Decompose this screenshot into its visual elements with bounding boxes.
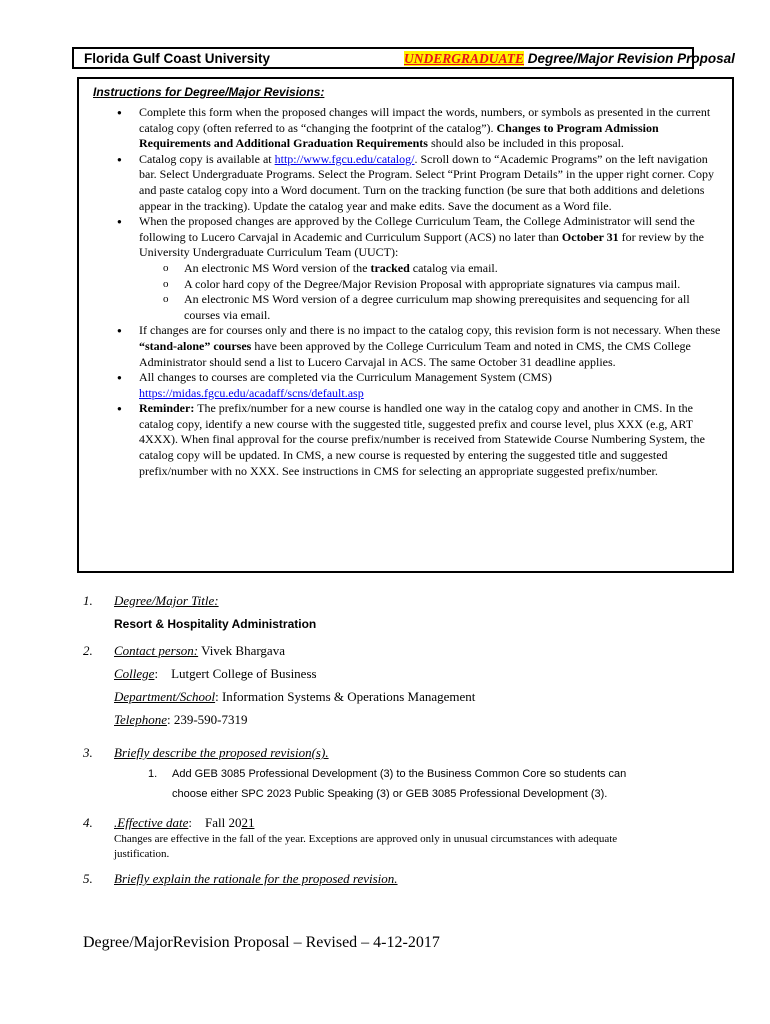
telephone-row: Telephone: 239-590-7319 xyxy=(114,712,248,727)
effective-note-line1: Changes are effective in the fall of the year. Exceptions are approved only in unusual circumstances with adequate xyxy=(114,833,618,845)
telephone-value: 239-590-7319 xyxy=(173,712,248,727)
q5-label: Briefly explain the rationale for the proposed revision. xyxy=(114,871,398,886)
q1-label: Degree/Major Title: xyxy=(114,593,219,608)
level-label: UNDERGRADUATE xyxy=(404,51,525,66)
q1-number: 1. xyxy=(83,593,93,608)
revision-item-number: 1. xyxy=(148,768,158,780)
instruction-item: ● If changes are for courses only and there is no impact to the catalog copy, this revision form is not necessary. When these “stand-alone” courses have been approved by the College Curriculum Team and noted in CMS, the CMS College Administrator should send a list to Lucero Carvajal in ACS. The same October 31 deadline applies. xyxy=(101,323,721,370)
title-bar xyxy=(72,47,735,69)
instruction-item: ● Reminder: The prefix/number for a new course is handled one way in the catalog copy and another in CMS. In the catalog copy, identify a new course with the suggested title, suggested prefix and course level, plus XXX (e.g, ART 4XXX). When final approval for the course prefix/number is received from Statewide Course Numbering System, the catalog copy will be updated. In CMS, a new course is requested by entering the suggested title and suggested prefix/number with no XXX. See instructions in CMS for selecting an appropriate suggested prefix/number. xyxy=(101,401,721,479)
university-name: Florida Gulf Coast University xyxy=(84,51,271,66)
revision-item-line2: choose either SPC 2023 Public Speaking (3) or GEB 3085 Professional Development (3). xyxy=(172,788,608,800)
instructions-list xyxy=(101,105,721,479)
instruction-item: ● All changes to courses are completed via the Curriculum Management System (CMS) https://midas.fgcu.edu/acadaff/scns/default.asp xyxy=(101,370,721,401)
contact-value: Vivek Bhargava xyxy=(201,643,285,658)
instruction-item: ● Catalog copy is available at http://www.fgcu.edu/catalog/. Scroll down to “Academic Programs” on the left navigation bar. Select Undergraduate Programs. Select the Program. Select “Print Program Details” in the upper right corner. Copy and paste catalog copy into a Word document. Turn on the tracking function (be sure that both additions and deletions appear in the tracking). Update the catalog year and make edits. Save the document as a Word file. xyxy=(101,152,721,214)
q2-number: 2. xyxy=(83,643,93,658)
contact-row: Contact person: Vivek Bhargava xyxy=(114,643,285,658)
college-row: College: Lutgert College of Business xyxy=(114,666,317,681)
effective-date-row: .Effective date: Fall 2021 xyxy=(114,815,255,830)
revision-item-line1: Add GEB 3085 Professional Development (3) to the Business Common Core so students can xyxy=(172,768,627,780)
instructions-box xyxy=(77,77,734,573)
page-footer: Degree/MajorRevision Proposal – Revised – 4-12-2017 xyxy=(83,934,440,951)
degree-title-value: Resort & Hospitality Administration xyxy=(114,617,317,631)
q3-label: Briefly describe the proposed revision(s). xyxy=(114,745,329,760)
instruction-item: ● When the proposed changes are approved by the College Curriculum Team, the College Administrator will send the following to Lucero Carvajal in Academic and Curriculum Support (ACS) no later than October 31 for review by the University Undergraduate Curriculum Team (UUCT): o An electronic MS Word version of the tracked catalog via email. o A color hard copy of the Degree/Major Revision Proposal with appropriate signatures via campus mail. o An electronic MS Word version of a degree curriculum map showing prerequisites and sequencing for all courses via email. xyxy=(101,214,721,323)
instructions-heading: Instructions for Degree/Major Revisions: xyxy=(93,85,325,99)
cms-link[interactable]: https://midas.fgcu.edu/acadaff/scns/default.asp xyxy=(139,385,364,400)
q4-number: 4. xyxy=(83,815,93,830)
instruction-sublist xyxy=(139,261,721,323)
effective-note-line2: justification. xyxy=(114,848,170,860)
effective-date-value: Fall 20 xyxy=(204,815,242,830)
sub-item: o An electronic MS Word version of the tracked catalog via email. xyxy=(139,261,721,277)
department-row: Department/School: Information Systems & Operations Management xyxy=(114,689,476,704)
q5-number: 5. xyxy=(83,871,93,886)
college-value: Lutgert College of Business xyxy=(171,666,317,681)
catalog-link[interactable]: http://www.fgcu.edu/catalog/ xyxy=(274,151,415,166)
form-title-text: Degree/Major Revision Proposal xyxy=(527,51,735,66)
department-value: Information Systems & Operations Management xyxy=(221,689,476,704)
q3-number: 3. xyxy=(83,745,93,760)
sub-item: o An electronic MS Word version of a degree curriculum map showing prerequisites and sequencing for all courses via email. xyxy=(139,292,721,323)
instruction-item: ● Complete this form when the proposed changes will impact the words, numbers, or symbols as presented in the current catalog copy (often referred to as “changing the footprint of the catalog”). Changes to Program Admission Requirements and Additional Graduation Requirements should also be included in this proposal. xyxy=(101,105,721,152)
sub-item: o A color hard copy of the Degree/Major Revision Proposal with appropriate signatures via campus mail. xyxy=(139,277,721,293)
form-title xyxy=(404,51,735,67)
